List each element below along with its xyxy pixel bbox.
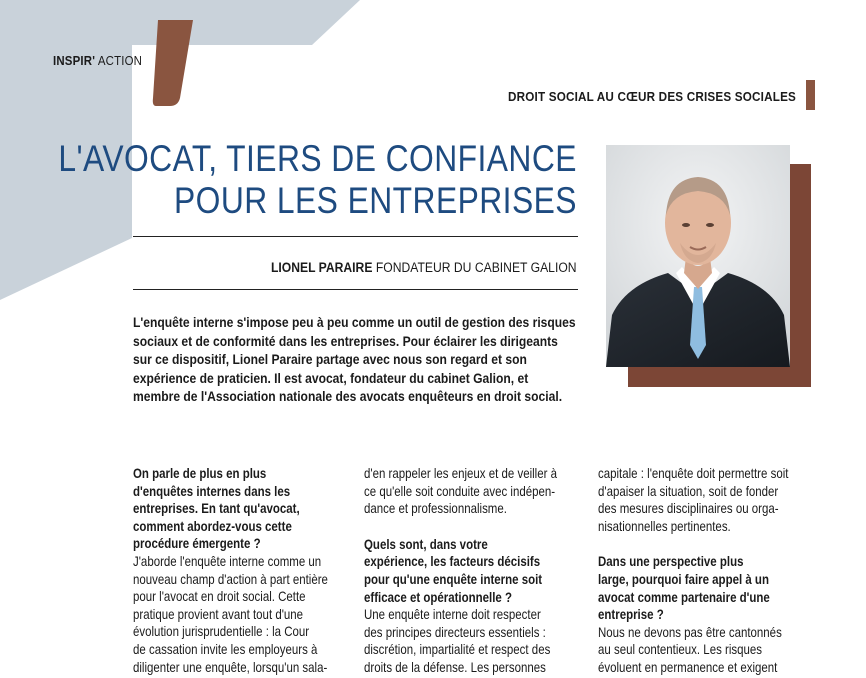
question-line: comment abordez-vous cette <box>133 517 292 534</box>
author-role: FONDATEUR DU CABINET GALION <box>372 260 577 275</box>
title-rule <box>133 236 578 237</box>
answer-line: droits de la défense. Les personnes <box>364 658 546 675</box>
question-line: On parle de plus en plus <box>133 465 267 481</box>
section-accent-bar <box>806 80 815 110</box>
answer-line: de cassation invite les employeurs à <box>133 640 318 657</box>
title-line-2: POUR LES ENTREPRISES <box>174 180 578 221</box>
answer-line: Une enquête interne doit respecter <box>364 606 541 623</box>
question-line: entreprises. En tant qu'avocat, <box>133 500 300 517</box>
answer-line: au seul contentieux. Les risques <box>598 641 763 658</box>
title-line-1: L'AVOCAT, TIERS DE CONFIANCE <box>58 138 577 179</box>
article-column-3 <box>598 465 815 677</box>
answer-line: des principes directeurs essentiels : <box>364 623 546 640</box>
byline-rule <box>133 289 578 290</box>
question-line: d'enquêtes internes dans les <box>133 482 291 499</box>
answer-line: dance et professionnalisme. <box>364 500 507 517</box>
question-line: pour qu'une enquête interne soit <box>364 570 543 587</box>
article-column-1 <box>133 465 350 676</box>
answer-line: discrétion, impartialité et respect des <box>364 641 551 658</box>
portrait-photo <box>606 145 790 367</box>
question-line: expérience, les facteurs décisifs <box>364 553 541 570</box>
question-line: Quels sont, dans votre <box>364 535 488 552</box>
question-line: Dans une perspective plus <box>598 553 744 570</box>
answer-line: d'en rappeler les enjeux et de veiller à <box>364 465 558 481</box>
answer-line: pratique provient avant tout d'une <box>133 605 304 622</box>
lead-paragraph: L'enquête interne s'impose peu à peu comme un outil de gestion des risques sociaux et de conformité dans les entreprises. Pour éclairer les dirigeants sur ce dispositif, Lionel Paraire partage avec nous son regard et son expérience de praticien. Il est avocat, fondateur du cabinet Galion, et membre de l'Association nationale des avocats enquêteurs en droit social. <box>133 314 576 405</box>
article-column-2 <box>364 465 581 677</box>
question-line: efficace et opérationnelle ? <box>364 588 513 605</box>
question-line: entreprise ? <box>598 606 664 623</box>
answer-line: J'aborde l'enquête interne comme un <box>133 552 322 569</box>
answer-line: capitale : l'enquête doit permettre soit <box>598 465 789 481</box>
paragraph-gap <box>598 535 815 553</box>
answer-line: ce qu'elle soit conduite avec indépen- <box>364 482 556 499</box>
answer-line: évolution jurisprudentielle : la Cour <box>133 623 310 640</box>
byline <box>271 260 577 275</box>
paragraph-gap <box>364 518 581 536</box>
answer-line: évoluent en permanence et exigent <box>598 658 778 675</box>
question-line: large, pourquoi faire appel à un <box>598 570 769 587</box>
author-name: LIONEL PARAIRE <box>271 260 373 275</box>
answer-line: pour l'avocat en droit social. Cette <box>133 588 306 605</box>
brand-bold: INSPIR' <box>53 53 96 68</box>
question-line: procédure émergente ? <box>133 535 261 552</box>
answer-line: Nous ne devons pas être cantonnés <box>598 623 782 640</box>
article-title <box>59 138 577 222</box>
magazine-brand <box>53 53 142 68</box>
question-line: avocat comme partenaire d'une <box>598 588 770 605</box>
answer-line: d'apaiser la situation, soit de fonder <box>598 482 779 499</box>
section-label: DROIT SOCIAL AU CŒUR DES CRISES SOCIALES <box>507 89 796 104</box>
brand-light: ACTION <box>95 53 143 68</box>
answer-line: des mesures disciplinaires ou orga- <box>598 500 779 517</box>
decorative-tab-shape <box>153 20 193 106</box>
answer-line: diligenter une enquête, lorsqu'un sala- <box>133 658 328 675</box>
answer-line: nisationnelles pertinentes. <box>598 517 731 534</box>
answer-line: nouveau champ d'action à part entière <box>133 570 328 587</box>
